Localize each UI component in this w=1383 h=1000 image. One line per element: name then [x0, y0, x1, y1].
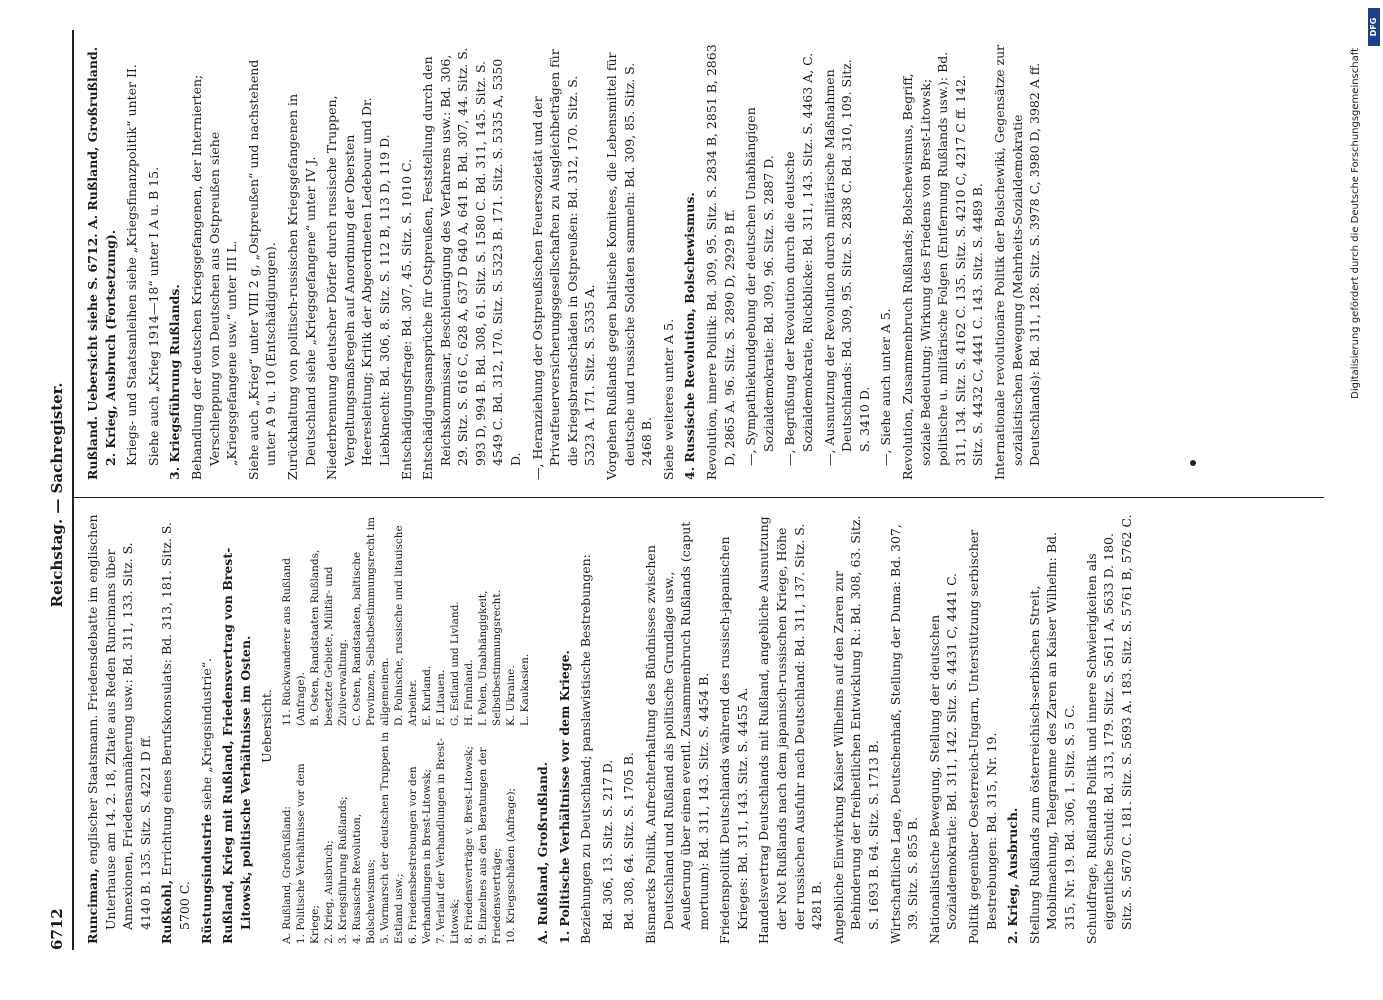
entry-text: Politik gegenüber Oesterreich-Ungarn, Unterstützung serbischer Bestrebungen: Bd. 315, Nr. 19.: [966, 529, 999, 944]
subsection-heading: 3. Kriegsführung Rußlands.: [167, 284, 183, 480]
overview-title: Uebersicht.: [259, 689, 275, 763]
entry-text: —, Sympathiekundgebung der deutschen Unabhängigen Sozialdemokratie: Bd. 309, 96. Sitz. S. 2887 D.: [743, 107, 776, 466]
overview-item: 7. Verlauf der Verhandlungen in Brest-Litowsk;: [434, 738, 461, 944]
overview-item: 5. Vormarsch der deutschen Truppen in Estland usw.;: [378, 731, 405, 944]
overview-item: H. Finnland.: [462, 659, 475, 726]
right-column: [84, 44, 1324, 480]
overview-item: L. Kaukasien.: [518, 653, 531, 726]
bullet-mark: [1190, 460, 1196, 466]
overview-item: 6. Friedensbestrebungen vor den Verhandlungen in Brest-Litowsk;: [406, 766, 433, 944]
entry-text: —, Siehe auch unter A 5.: [878, 308, 894, 466]
entry-text: Zurückhaltung von politisch-russischen Kriegsgefangenen in Deutschland siehe „Kriegsgefangene“ unter IV J.: [284, 93, 318, 480]
running-title: Reichstag. — Sachregister.: [48, 382, 66, 608]
overview-item: 9. Einzelnes aus den Beratungen der Friedensverträge;: [476, 747, 503, 944]
entry-russkohl: Rußkohl, Errichtung eines Berufskonsulats: Bd. 313, 181. Sitz. S. 5700 C.: [159, 522, 192, 944]
entry-ref: Bd. 308, 64. Sitz. S. 1705 B.: [621, 752, 637, 930]
entry-text: Niederbrennung deutscher Dörfer durch russische Truppen, Vergeltungsmaßregeln auf Anordnung der Obersten Heeresleitung; Kritik der Abgeordneten Ledebour und Dr. Liebknecht: Bd. 306, 8. Sitz. S. 112 B, 113 D, 119 D.: [324, 95, 392, 480]
subsection-heading: 4. Russische Revolution, Bolschewismus.: [682, 192, 698, 480]
entry-text: Bismarcks Politik, Aufrechterhaltung des Bündnisses zwischen Deutschland und Rußland als politische Grundlage usw., Aeußerung über einen eventl. Zusammenbruch Rußlands (caput mortuum): Bd. 311, 143. Sitz. S. 4454 B.: [642, 521, 711, 944]
overview-item: K. Ukraine.: [504, 665, 517, 726]
page-header: [44, 40, 74, 950]
entry-text: Revolution, Zusammenbruch Rußlands; Bolschewismus, Begriff, soziale Bedeutung; Wirkung des Friedens von Brest-Litowsk; politische u. militärische Folgen (Entfernung Rußlands usw.): Bd. 311, 134. Sitz. S. 4162 C. 135. Sitz. S. 4210 C, 4217 C ff. 142. Sitz. S. 4432 C, 4441 C. 143. Sitz. S. 4489 B.: [899, 51, 986, 480]
overview-item: 11. Rückwanderer aus Rußland (Anfrage).: [280, 557, 307, 726]
entry-text: Beziehungen zu Deutschland; panslawistische Bestrebungen:: [578, 554, 594, 944]
overview-item: D. Polnische, russische und litauische Arbeiter.: [392, 525, 419, 726]
entry-text: —, Begrüßung der Revolution durch die deutsche Sozialdemokratie, Rückblicke: Bd. 311, 143. Sitz. S. 4463 A, C.: [782, 52, 815, 466]
left-column: [84, 508, 1324, 944]
entry-text: —, Heranziehung der Ostpreußischen Feuersozietät und der Privatfeuerversicherungsgesellschaften zu Ausgleichbeträgen für die Kriegsbrandschäden in Ostpreußen: Bd. 312, 170. Sitz. S. 5323 A. 171. Sitz. S. 5335 A.: [529, 49, 598, 480]
overview-item: C. Osten, Randstaaten, baltische Provinzen, Selbstbestimmungsrecht im allgemeinen.: [350, 517, 391, 726]
entry-text: Wirtschaftliche Lage, Deutschenhaß, Stellung der Duma: Bd. 307, 39. Sitz. S. 855 B.: [887, 524, 921, 944]
entry-text: Siehe auch „Krieg“ unter VIII 2 g, „Ostpreußen“ und nachstehend unter A 9 u. 10 (Entschädigungen).: [245, 59, 279, 480]
entry-text: Friedenspolitik Deutschlands während des russisch-japanischen Krieges: Bd. 311, 143. Sitz. S. 4455 A.: [717, 536, 750, 944]
entry-text: Behandlung der deutschen Kriegsgefangenen, der Internierten; Verschleppung von Deutschen aus Ostpreußen siehe „Kriegsgefangene usw.“ unter III L.: [188, 74, 240, 480]
entry-ref: Bd. 306, 13. Sitz. S. 217 D.: [599, 759, 615, 930]
entry-text: Handelsvertrag Deutschlands mit Rußland, angebliche Ausnutzung der Not Rußlands nach dem japanisch-russischen Kriege, Höhe der russischen Ausfuhr nach Deutschland: Bd. 311, 137. Sitz. S. 4281 B.: [756, 516, 825, 944]
overview-item: 8. Friedensverträge v. Brest-Litowsk;: [462, 746, 475, 944]
header-rule: [72, 30, 74, 950]
subsection-heading: 2. Krieg, Ausbruch.: [1005, 807, 1021, 944]
overview-item: I. Polen, Unabhängigkeit, Selbstbestimmungsrecht.: [476, 590, 503, 726]
overview-item: 1. Politische Verhältnisse vor dem Kriege;: [294, 763, 321, 944]
entry-text: Vorgehen Rußlands gegen baltische Komitees, die Lebensmittel für deutsche und russische Soldaten sammeln: Bd. 309, 85. Sitz. S. 2468 B.: [604, 52, 655, 480]
entry-text: Nationalistische Bewegung, Stellung der deutschen Sozialdemokratie: Bd. 311, 142. Sitz. S. 4431 C, 4441 C.: [926, 572, 960, 944]
overview-table: [280, 508, 534, 944]
entry-runciman: Runciman, englischer Staatsmann. Friedensdebatte im englischen Unterhause am 14. 2. 18, Zitate aus Reden Runcimans über Annexionen, Friedensannäherung usw.: Bd. 311, 133. Sitz. S. 4140 B. 135. Sitz. S. 4221 D ff.: [85, 514, 153, 944]
continuation-heading: Rußland. Uebersicht siehe S. 6712. A. Rußland, Großrußland. 2. Krieg, Ausbruch (Fortsetzung).: [85, 46, 118, 480]
entry-text: Entschädigungsansprüche für Ostpreußen, Feststellung durch den Reichskommissar, Beschleunigung des Verfahrens usw.: Bd. 306, 29. Sitz. S. 616 C, 628 A, 637 D 640 A, 641 B. Bd. 307, 44. Sitz. S. 993 D, 994 B. Bd. 308, 61. Sitz. S. 1580 C. Bd. 311, 145. Sitz. S. 4549 C. Bd. 312, 170. Sitz. S. 5323 B. 171. Sitz. S. 5335 A, 5350 D.: [420, 47, 524, 480]
entry-text: Stellung Rußlands zum österreichisch-serbischen Streit, Mobilmachung, Telegramme des Zaren an Kaiser Wilhelm: Bd. 315, Nr. 19. Bd. 306, 1. Sitz. S. 5 C.: [1026, 531, 1077, 944]
entry-text: Internationale revolutionäre Politik der Bolschewiki, Gegensätze zur sozialistischen Bewegung (Mehrheits-Sozialdemokratie Deutschlands): Bd. 311, 128. Sitz. S. 3978 C, 3980 D, 3982 A ff.: [991, 44, 1043, 480]
overview-item: E. Kurland.: [420, 665, 433, 726]
entry-text: Angebliche Einwirkung Kaiser Wilhelms auf den Zaren zur Behinderung der freiheitlichen Entwicklung R.: Bd. 308, 63. Sitz. S. 1693 B. 64. Sitz. S. 1713 B.: [830, 515, 882, 944]
digitization-note: Digitalisierung gefördert durch die Deutsche Forschungsgemeinschaft: [1350, 48, 1361, 399]
dfg-logo: DFG: [1368, 8, 1380, 46]
entry-text: Revolution, innere Politik: Bd. 309, 95. Sitz. S. 2834 B, 2851 B, 2863 D, 2865 A. 96. Sitz. S. 2890 D, 2929 B ff.: [704, 44, 737, 480]
overview-item: B. Osten, Randstaaten Rußlands, besetzte Gebiete, Militär- und Zivilverwaltung.: [308, 549, 349, 726]
entry-text: —, Ausnutzung der Revolution durch militärische Maßnahmen Deutschlands: Bd. 309, 95. Sitz. S. 2838 C. Bd. 310, 109. Sitz. S. 3410 D.: [821, 59, 872, 466]
overview-item: 4. Russische Revolution, Bolschewismus;: [350, 813, 377, 944]
entry-russland-heading: Rußland, Krieg mit Rußland, Friedensvertrag von Brest-Litowsk, politische Verhältnisse im Osten.: [220, 547, 253, 944]
column-divider: [74, 497, 1324, 498]
entry-text: Siehe weiteres unter A 5.: [660, 318, 676, 480]
overview-item: F. Litauen.: [434, 669, 447, 726]
entry-text: Entschädigungsfrage: Bd. 307, 45. Sitz. S. 1010 C.: [398, 158, 414, 480]
page-number: 6712: [48, 908, 66, 950]
entry-ruestungsindustrie: Rüstungsindustrie siehe „Kriegsindustrie“.: [198, 657, 214, 944]
overview-item: A. Rußland, Großrußland:: [280, 806, 293, 944]
subsection-heading: 1. Politische Verhältnisse vor dem Kriege.: [556, 650, 572, 944]
overview-item: 3. Kriegsführung Rußlands;: [336, 796, 349, 944]
entry-text: Kriegs- und Staatsanleihen siehe „Kriegsfinanzpolitik“ unter II.: [124, 64, 140, 466]
entry-text: Schuldfrage, Rußlands Politik und innere Schwierigkeiten als eigentliche Schuld: Bd. 313, 179. Sitz. S. 5611 A, 5633 D. 180. Sitz. S. 5670 C. 181. Sitz. S. 5693 A. 183. Sitz. S. 5761 B, 5762 C.: [1083, 514, 1134, 944]
entry-text: Siehe auch „Krieg 1914—18“ unter I A u. B 15.: [145, 166, 161, 466]
section-heading: A. Rußland, Großrußland.: [534, 761, 550, 944]
overview-item: 10. Kriegsschäden (Anfrage);: [504, 787, 517, 944]
overview-item: G. Estland und Livland.: [448, 601, 461, 726]
overview-item: 2. Krieg, Ausbruch;: [322, 840, 335, 944]
